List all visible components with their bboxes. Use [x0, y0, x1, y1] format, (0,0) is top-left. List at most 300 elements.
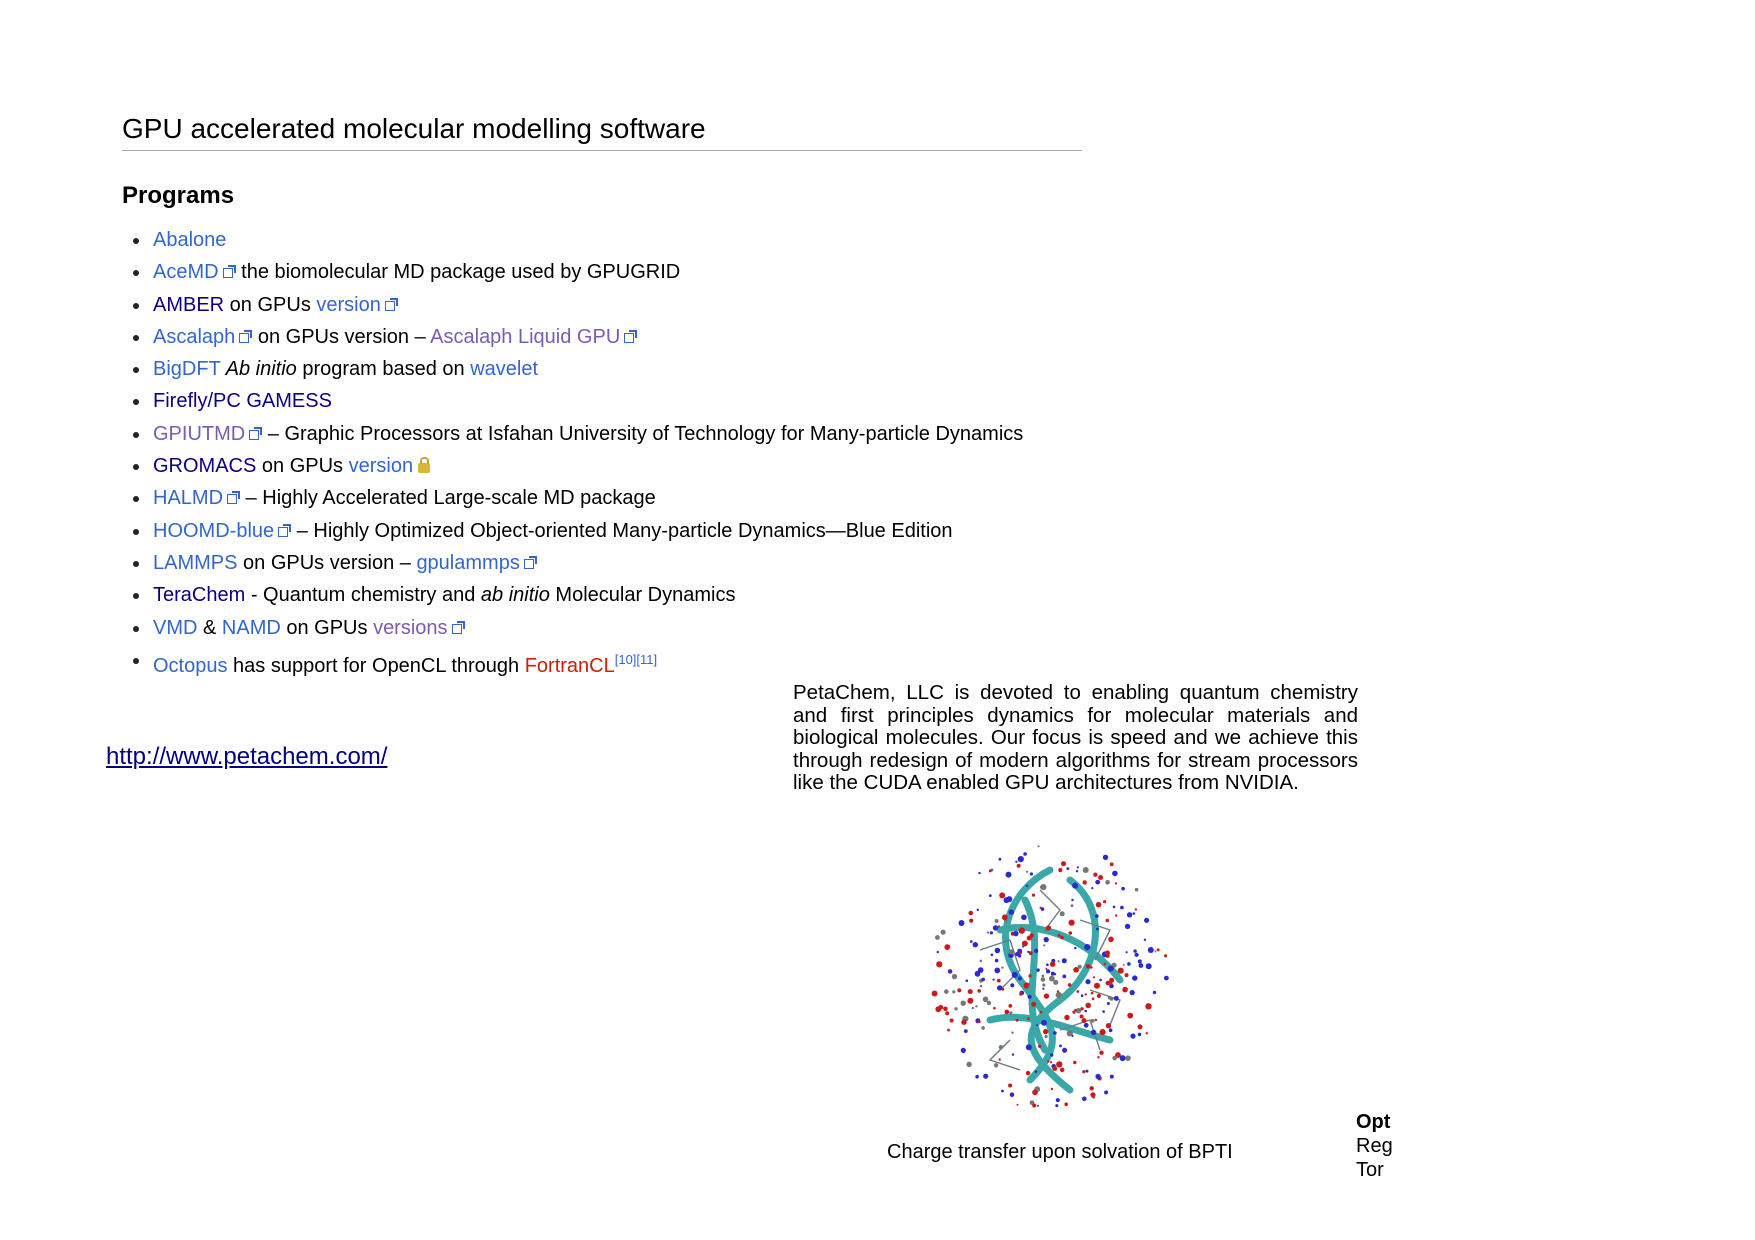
atom	[1050, 962, 1055, 967]
atom	[1073, 1061, 1076, 1064]
list-item	[122, 256, 1023, 288]
atom	[1044, 937, 1049, 942]
atom	[1010, 983, 1014, 987]
atom	[1046, 969, 1050, 973]
atom	[1007, 896, 1012, 901]
atom	[1114, 996, 1119, 1001]
atom	[1099, 979, 1102, 982]
atom	[994, 1063, 998, 1067]
atom	[1076, 990, 1079, 993]
atom	[1018, 954, 1022, 958]
atom	[1040, 1011, 1043, 1014]
atom	[1127, 912, 1132, 917]
atom	[1060, 1068, 1065, 1073]
petachem-description: PetaChem, LLC is devoted to enabling quantum chemistry and first principles dynamics for molecular materials and biological molecules. Our focus is speed and we achieve this through redesign of modern algorithms for stream processors like the CUDA enabled GPU architectures from NVIDIA.	[793, 681, 1358, 794]
molecule-image	[920, 830, 1180, 1120]
reference-11[interactable]: [11]	[636, 651, 658, 667]
atom	[1027, 1017, 1030, 1020]
atom	[1056, 992, 1062, 998]
atom	[998, 925, 1000, 927]
atom	[1071, 904, 1074, 907]
atom	[1135, 888, 1139, 892]
atom	[980, 985, 982, 987]
reference-10[interactable]: [10]	[614, 651, 637, 667]
atom	[981, 978, 985, 982]
atom	[1068, 983, 1072, 987]
link-hoomd-blue[interactable]: HOOMD-blue	[153, 519, 275, 542]
atom	[1050, 1053, 1053, 1056]
atom	[1046, 963, 1049, 966]
atom	[1106, 1023, 1111, 1028]
atom	[977, 989, 981, 993]
atom	[1076, 1008, 1081, 1013]
atom	[1085, 1003, 1091, 1009]
list-item	[122, 547, 1023, 579]
atom	[1138, 1033, 1142, 1037]
link-terachem[interactable]: TeraChem	[153, 584, 246, 607]
atom	[969, 911, 974, 916]
atom	[1083, 867, 1089, 873]
atom	[1132, 975, 1137, 980]
atom	[1091, 1019, 1095, 1023]
atom	[1130, 990, 1135, 995]
atom	[1037, 1105, 1039, 1107]
external-link-icon[interactable]	[239, 330, 252, 343]
atom	[1046, 925, 1051, 930]
clipped-text-fragment	[1356, 1110, 1393, 1181]
atom	[1026, 871, 1028, 873]
item-text: on GPUs	[224, 293, 317, 316]
atom	[1127, 962, 1131, 966]
link-amber[interactable]: AMBER	[153, 293, 225, 316]
atom	[1026, 1071, 1030, 1075]
atom	[970, 940, 973, 943]
atom	[1047, 1060, 1049, 1062]
atom	[961, 1001, 966, 1006]
atom	[1008, 1004, 1012, 1008]
atom	[1135, 908, 1137, 910]
atom	[1043, 944, 1045, 946]
item-text: on GPUs	[256, 455, 349, 478]
external-link-icon[interactable]	[524, 556, 537, 569]
link-gromacs-version[interactable]: version	[348, 455, 414, 478]
atom	[1099, 1051, 1103, 1055]
atom	[968, 989, 973, 994]
atom	[1074, 947, 1076, 949]
atom	[943, 1007, 948, 1012]
atom	[1028, 985, 1030, 987]
atom	[1110, 982, 1113, 985]
atom	[1042, 983, 1045, 986]
atom	[1053, 1031, 1057, 1035]
item-text: on GPUs	[280, 616, 374, 639]
atom	[1112, 1056, 1117, 1061]
atom	[1085, 979, 1090, 984]
atom	[975, 1075, 979, 1079]
atom	[1108, 996, 1112, 1000]
atom	[1062, 1048, 1067, 1053]
link-octopus[interactable]: Octopus	[153, 654, 228, 677]
atom	[1023, 852, 1027, 856]
atom	[1153, 991, 1156, 994]
atom	[1001, 988, 1004, 991]
atom	[957, 988, 961, 992]
atom	[1145, 1003, 1151, 1009]
atom	[937, 951, 939, 953]
item-text: – Graphic Processors at Isfahan University of Technology for Many-particle Dynamics	[262, 422, 1024, 445]
atom	[1135, 953, 1139, 957]
clipped-line: Reg	[1356, 1135, 1393, 1157]
atom	[1091, 992, 1094, 995]
atom	[1053, 980, 1058, 985]
atom	[1011, 1032, 1013, 1034]
atom	[1095, 1074, 1100, 1079]
atom	[1040, 884, 1046, 890]
atom	[1138, 959, 1142, 963]
atom	[1069, 931, 1073, 935]
atom	[1100, 1029, 1106, 1035]
atom	[1164, 976, 1169, 981]
atom	[1016, 1019, 1019, 1022]
atom	[1118, 968, 1124, 974]
atom	[1122, 987, 1128, 993]
atom	[1082, 1097, 1087, 1102]
atom	[1121, 887, 1125, 891]
atom	[1028, 974, 1031, 977]
atom	[944, 989, 949, 994]
atom	[1069, 920, 1075, 926]
atom	[1055, 1104, 1058, 1107]
atom	[1090, 1092, 1095, 1097]
atom	[989, 894, 992, 897]
external-link-icon[interactable]	[223, 265, 236, 278]
atom	[1096, 928, 1099, 931]
atom	[975, 1005, 977, 1007]
atom	[978, 1020, 981, 1023]
atom	[1032, 894, 1035, 897]
atom	[1154, 951, 1156, 953]
petachem-url-link[interactable]: http://www.petachem.com/	[106, 743, 388, 770]
atom	[993, 979, 995, 981]
atom	[978, 872, 980, 874]
atom	[1085, 993, 1087, 995]
atom	[961, 1048, 966, 1053]
external-link-icon[interactable]	[385, 298, 398, 311]
atom	[1032, 1104, 1036, 1108]
atom	[1006, 872, 1012, 878]
external-link-icon[interactable]	[249, 427, 262, 440]
atom	[977, 909, 979, 911]
atom	[1164, 954, 1167, 957]
atom	[1008, 1084, 1012, 1088]
atom	[1074, 1009, 1077, 1012]
link-abalone[interactable]: Abalone	[153, 229, 227, 251]
atom	[993, 925, 998, 930]
atom	[1060, 911, 1065, 916]
atom	[1139, 963, 1144, 968]
atom	[1056, 1061, 1062, 1067]
link-wavelet[interactable]: wavelet	[470, 358, 539, 381]
atom	[1015, 861, 1017, 863]
link-amber-version[interactable]: version	[316, 293, 381, 316]
atom	[1077, 866, 1079, 868]
atom	[1052, 1066, 1057, 1071]
atom	[1001, 966, 1003, 968]
atom	[1037, 845, 1039, 847]
atom	[1076, 870, 1078, 872]
atom	[1105, 950, 1110, 955]
atom	[1097, 994, 1101, 998]
atom	[1105, 880, 1110, 885]
atom	[1091, 887, 1093, 889]
link-ascalaph-liquid-gpu[interactable]: Ascalaph Liquid GPU	[430, 325, 621, 348]
atom	[1038, 1045, 1041, 1048]
atom	[1021, 915, 1027, 921]
atom	[1097, 1056, 1099, 1058]
item-text: – Highly Optimized Object-oriented Many-particle Dynamics—Blue Edition	[291, 519, 953, 542]
atom	[1095, 1019, 1097, 1021]
atom	[1066, 867, 1069, 870]
link-acemd[interactable]: AceMD	[153, 261, 219, 284]
atom	[938, 1005, 943, 1010]
item-text: &	[197, 616, 222, 639]
atom	[1086, 964, 1091, 969]
link-vmd-versions[interactable]: versions	[373, 616, 448, 639]
atom	[1115, 914, 1117, 916]
atom	[1138, 1024, 1143, 1029]
list-item	[122, 289, 1023, 321]
list-item	[122, 224, 1023, 256]
list-item	[122, 385, 1023, 417]
atom	[1058, 934, 1061, 937]
atom	[1036, 968, 1039, 971]
atom	[1090, 1086, 1094, 1090]
atom	[1009, 909, 1014, 914]
atom	[1027, 936, 1032, 941]
atom	[1083, 880, 1087, 884]
atom	[1108, 937, 1114, 943]
atom	[1034, 949, 1038, 953]
atom	[1110, 862, 1114, 866]
atom	[995, 948, 1001, 954]
atom	[966, 979, 969, 982]
atom	[954, 1007, 957, 1010]
atom	[999, 1058, 1001, 1060]
atom	[1148, 947, 1154, 953]
atom	[1035, 1070, 1038, 1073]
atom	[1125, 924, 1130, 929]
atom	[999, 892, 1005, 898]
atom	[1130, 1034, 1135, 1039]
external-link-icon[interactable]	[624, 330, 637, 343]
atom	[1109, 1028, 1113, 1032]
clipped-line: Tor	[1356, 1159, 1384, 1181]
atom	[1032, 1090, 1038, 1096]
atom	[1041, 977, 1046, 982]
atom	[1026, 885, 1028, 887]
atom	[935, 935, 940, 940]
link-fortrancl[interactable]: FortranCL	[524, 654, 615, 677]
atom	[1144, 918, 1149, 923]
atom	[980, 960, 983, 963]
atom	[1092, 997, 1095, 1000]
external-link-icon[interactable]	[452, 621, 465, 634]
atom	[1061, 861, 1066, 866]
atom	[1031, 1002, 1036, 1007]
item-text: on GPUs version –	[237, 551, 417, 574]
atom	[1012, 972, 1018, 978]
link-namd[interactable]: NAMD	[221, 616, 281, 639]
atom	[1064, 1102, 1068, 1106]
atom	[959, 920, 965, 926]
atom	[1059, 1045, 1062, 1048]
atom	[978, 967, 984, 973]
atom	[941, 930, 946, 935]
link-bigdft[interactable]: BigDFT	[153, 358, 221, 381]
atom	[961, 1020, 966, 1025]
atom	[967, 998, 973, 1004]
atom	[950, 1019, 954, 1023]
item-text: - Quantum chemistry and	[245, 584, 481, 607]
atom	[1002, 914, 1008, 920]
atom	[1019, 951, 1022, 954]
atom	[1056, 1098, 1060, 1102]
atom	[1093, 976, 1095, 978]
atom	[1146, 963, 1152, 969]
atom	[1109, 978, 1114, 983]
atom	[993, 1007, 996, 1010]
atom	[1120, 906, 1124, 910]
atom	[1090, 966, 1093, 969]
atom	[947, 1029, 950, 1032]
atom	[1125, 1055, 1131, 1061]
atom	[1096, 902, 1102, 908]
atom	[1072, 883, 1078, 889]
list-item	[122, 450, 1023, 482]
atom	[1093, 873, 1097, 877]
atom	[1017, 864, 1021, 868]
list-item	[122, 612, 1023, 644]
atom	[1001, 1090, 1004, 1093]
atom	[1067, 1030, 1073, 1036]
atom	[1081, 994, 1084, 997]
atom	[1084, 1023, 1089, 1028]
atom	[948, 969, 953, 974]
page-title: GPU accelerated molecular modelling software	[122, 112, 1082, 151]
atom	[1103, 900, 1106, 903]
link-firefly[interactable]: Firefly/PC GAMESS	[153, 390, 332, 413]
atom	[1104, 963, 1106, 965]
link-vmd[interactable]: VMD	[153, 616, 198, 639]
atom	[1095, 914, 1099, 918]
atom	[1062, 958, 1067, 963]
atom	[1125, 973, 1129, 977]
atom	[1050, 1061, 1052, 1063]
link-gpulammps[interactable]: gpulammps	[416, 551, 520, 574]
atom	[1044, 993, 1049, 998]
atom	[1098, 875, 1103, 880]
item-text-italic: ab initio	[480, 584, 550, 607]
atom	[990, 931, 993, 934]
item-text: Molecular Dynamics	[549, 584, 736, 607]
atom	[1104, 1090, 1108, 1094]
list-item	[122, 482, 1023, 514]
list-item	[122, 515, 1023, 547]
atom	[932, 991, 938, 997]
atom	[991, 954, 994, 957]
atom	[1095, 880, 1100, 885]
atom	[1041, 1020, 1047, 1026]
item-text: on GPUs version –	[252, 325, 431, 348]
atom	[1026, 1044, 1032, 1050]
atom	[999, 858, 1002, 861]
atom	[1027, 951, 1029, 953]
atom	[1106, 919, 1110, 923]
link-ascalaph[interactable]: Ascalaph	[153, 325, 236, 348]
atom	[1058, 960, 1060, 962]
atom	[1045, 1035, 1048, 1038]
atom	[936, 961, 942, 967]
atom	[994, 968, 1000, 974]
atom	[983, 1074, 988, 1079]
link-halmd[interactable]: HALMD	[153, 487, 224, 510]
atom	[1133, 912, 1136, 915]
atom	[1062, 975, 1066, 979]
link-gromacs[interactable]: GROMACS	[153, 455, 257, 478]
atom	[1091, 1030, 1096, 1035]
atom	[1005, 1010, 1010, 1015]
atom	[952, 974, 957, 979]
item-text: the biomolecular MD package used by GPUGRID	[235, 261, 681, 284]
atom	[1108, 966, 1114, 972]
external-link-icon[interactable]	[278, 524, 291, 537]
link-gpiutmd[interactable]: GPIUTMD	[153, 422, 246, 445]
atom	[1028, 995, 1032, 999]
atom	[1051, 1088, 1053, 1090]
link-lammps[interactable]: LAMMPS	[153, 551, 238, 574]
atom	[1019, 927, 1025, 933]
atom	[1078, 965, 1082, 969]
atom	[1064, 1015, 1069, 1020]
atom	[945, 1011, 949, 1015]
atom	[1086, 1070, 1089, 1073]
figure-caption: Charge transfer upon solvation of BPTI	[887, 1141, 1233, 1163]
atom	[966, 1062, 971, 1067]
lock-icon	[418, 463, 430, 473]
atom	[1115, 882, 1117, 884]
section-heading-programs: Programs	[122, 182, 235, 209]
atom	[1012, 1053, 1014, 1055]
atom	[1042, 988, 1044, 990]
atom	[1043, 1029, 1048, 1034]
item-text-italic: Ab initio	[220, 358, 297, 381]
atom	[1018, 976, 1022, 980]
atom	[1103, 855, 1108, 860]
atom	[945, 946, 948, 949]
atom	[1019, 993, 1022, 996]
list-item	[122, 353, 1023, 385]
atom	[1126, 951, 1128, 953]
clipped-line: Opt	[1356, 1111, 1391, 1133]
atom	[1009, 1011, 1012, 1014]
external-link-icon[interactable]	[227, 491, 240, 504]
atom	[1133, 949, 1136, 952]
atom	[1123, 964, 1125, 966]
list-item	[122, 321, 1023, 353]
atom	[1036, 1024, 1038, 1026]
atom	[1082, 1070, 1085, 1073]
atom	[1107, 1002, 1110, 1005]
